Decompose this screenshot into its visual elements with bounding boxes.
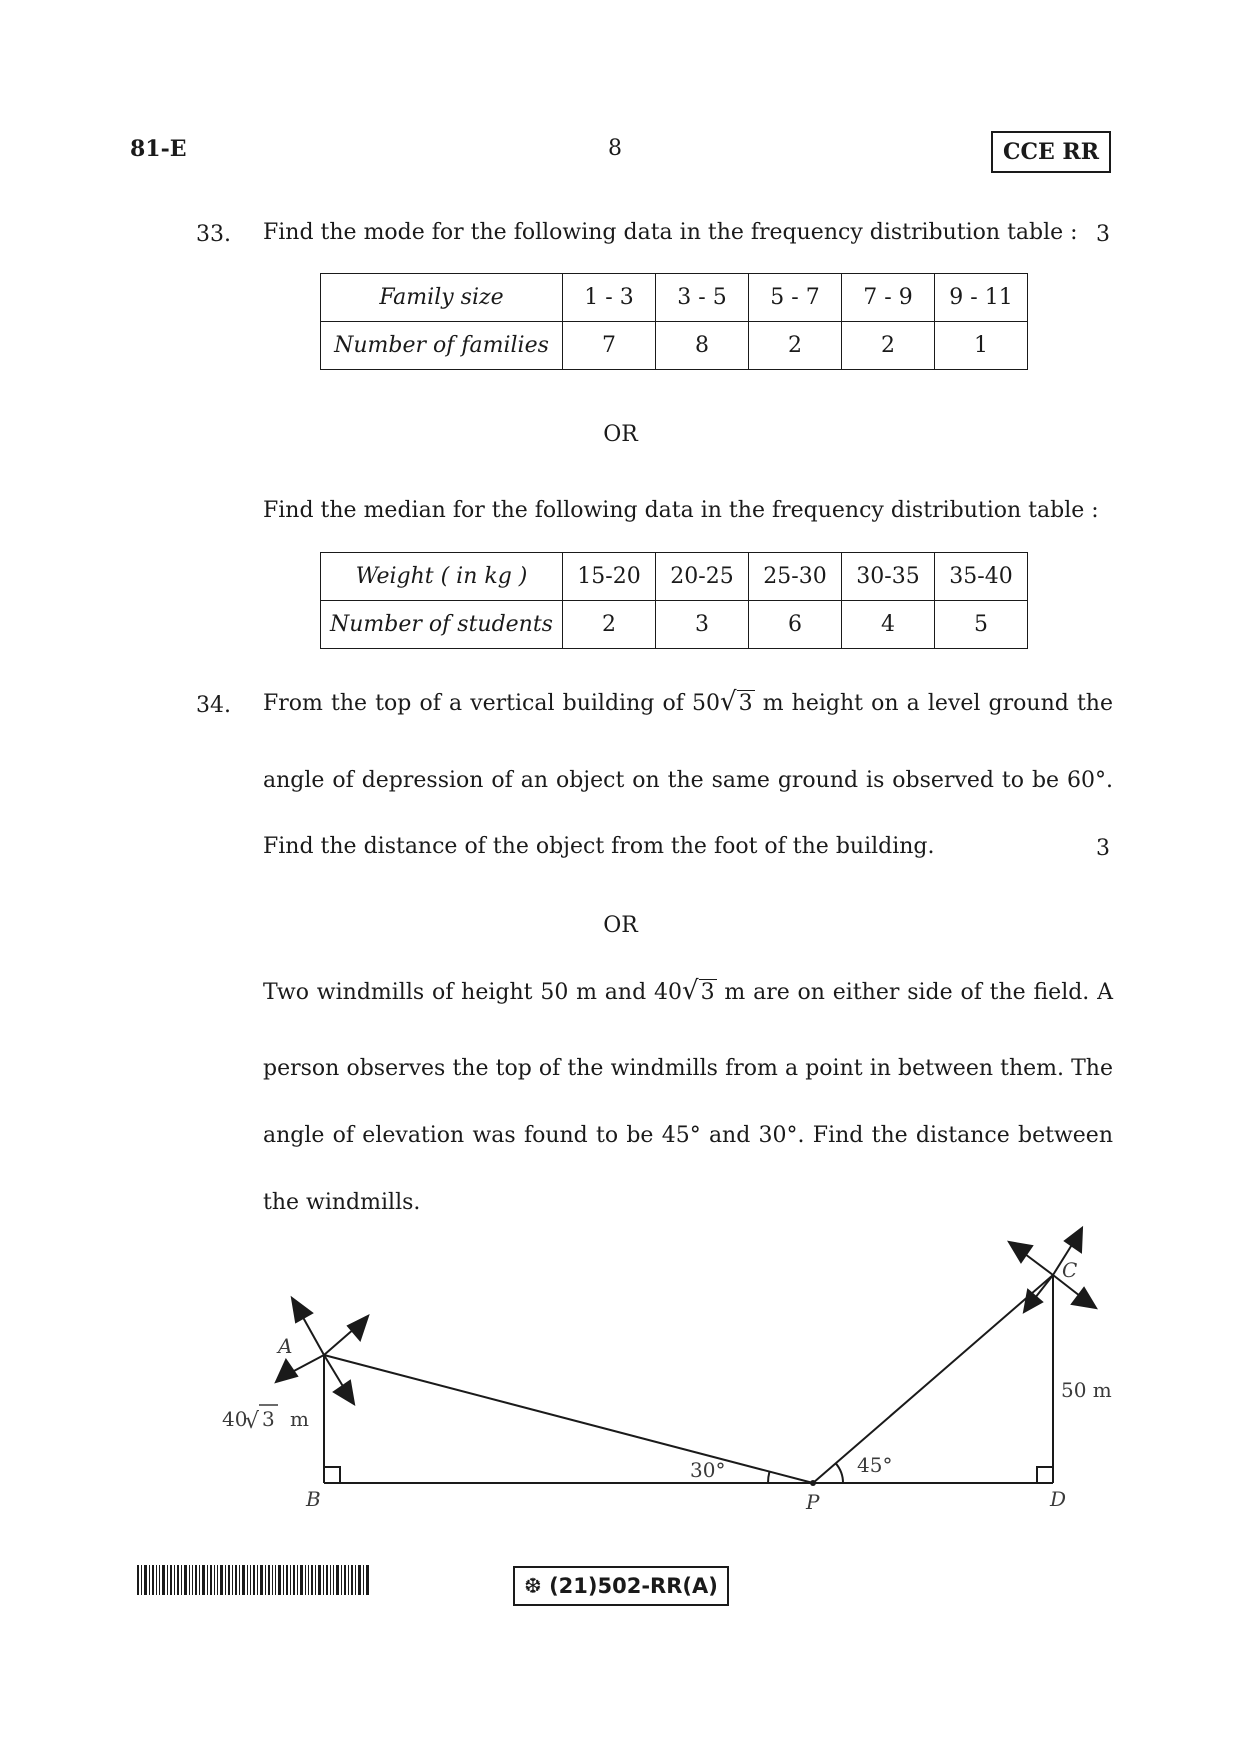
table-cell: 7 - 9 (842, 274, 935, 322)
label-point-d: D (1050, 1487, 1067, 1511)
label-point-a: A (278, 1334, 293, 1358)
question-33-text: Find the mode for the following data in the frequency distribution table : (263, 220, 1078, 245)
table-header-cell: Family size (321, 274, 563, 322)
blade-arrow-icon (292, 1298, 312, 1322)
label-point-b: B (306, 1487, 321, 1511)
question-34-number: 34. (196, 693, 231, 718)
table-cell: 1 - 3 (563, 274, 656, 322)
table-header-cell: Weight ( in kg ) (321, 553, 563, 601)
table-cell: 8 (656, 322, 749, 370)
label-angle-45: 45° (857, 1453, 893, 1477)
table-header-cell: Number of families (321, 322, 563, 370)
root-coefficient: 40 (654, 980, 682, 1005)
blade-line (292, 1355, 324, 1372)
blade-arrow-icon (1065, 1228, 1082, 1252)
question-34-alt-line-1-end: m are on either side of the field. A (724, 980, 1114, 1005)
table-cell: 35-40 (935, 553, 1028, 601)
right-angle-mark-b (324, 1467, 340, 1483)
question-34-line-1-start: From the top of a vertical building of (263, 691, 684, 716)
label-left-height-radicand: 3 (262, 1407, 275, 1431)
blade-arrow-icon (334, 1381, 354, 1404)
blade-line (1025, 1254, 1053, 1275)
question-34-alt-line-2: person observes the top of the windmills from a point in between them. The (263, 1056, 1113, 1081)
table-cell: 20-25 (656, 553, 749, 601)
question-33-alt-text: Find the median for the following data in the frequency distribution table : (263, 498, 1099, 523)
blade-arrow-icon (276, 1360, 297, 1382)
label-right-height: 50 m (1061, 1378, 1112, 1402)
question-34-marks: 3 (1096, 836, 1110, 861)
point-p-dot (810, 1480, 816, 1486)
table-cell: 6 (749, 601, 842, 649)
table-header-cell: Number of students (321, 601, 563, 649)
angle-arc-30 (768, 1472, 770, 1484)
question-34-line-1-end: m height on a level ground the (762, 691, 1113, 716)
page-number: 8 (608, 136, 622, 161)
or-separator: OR (603, 913, 638, 938)
question-33-number: 33. (196, 222, 231, 247)
sight-line-to-c (813, 1275, 1053, 1483)
or-separator: OR (603, 422, 638, 447)
table-cell: 3 - 5 (656, 274, 749, 322)
table-cell: 15-20 (563, 553, 656, 601)
table-cell: 7 (563, 322, 656, 370)
table-cell: 4 (842, 601, 935, 649)
sqrt-sign-icon: √ (682, 976, 699, 1006)
label-left-height-unit: m (290, 1407, 309, 1431)
table-cell: 3 (656, 601, 749, 649)
footer-code-box: ❆ (21)502-RR(A) (513, 1566, 729, 1606)
right-angle-mark-d (1037, 1467, 1053, 1483)
blade-arrow-icon (348, 1316, 368, 1340)
label-left-height-coef: 40 (222, 1407, 248, 1431)
blade-arrow-icon (1009, 1242, 1032, 1262)
label-point-c: C (1062, 1258, 1078, 1282)
table-cell: 1 (935, 322, 1028, 370)
table-cell: 30-35 (842, 553, 935, 601)
sqrt-sign-icon: √ (719, 687, 737, 717)
table-cell: 2 (842, 322, 935, 370)
blade-arrow-icon (1072, 1288, 1096, 1308)
label-left-height-sqrt-icon: √ (245, 1409, 260, 1434)
question-34-alt-line-1-start: Two windmills of height 50 m and (263, 980, 647, 1005)
question-34-alt-line-4: the windmills. (263, 1190, 421, 1215)
root-radicand: 3 (700, 980, 715, 1005)
table-cell: 5 (935, 601, 1028, 649)
blade-line (1035, 1275, 1053, 1298)
table-cell: 25-30 (749, 553, 842, 601)
question-34-line-3: Find the distance of the object from the foot of the building. (263, 834, 935, 859)
paper-code: 81-E (130, 136, 187, 162)
table-cell: 9 - 11 (935, 274, 1028, 322)
label-point-p: P (806, 1490, 820, 1514)
angle-arc-45 (836, 1463, 843, 1483)
question-34-line-2: angle of depression of an object on the same ground is observed to be 60°. (263, 768, 1113, 793)
question-33-marks: 3 (1096, 222, 1110, 247)
blade-line (324, 1328, 355, 1355)
label-angle-30: 30° (690, 1458, 726, 1482)
root-coefficient: 50 (691, 691, 720, 716)
table-cell: 5 - 7 (749, 274, 842, 322)
table-cell: 2 (749, 322, 842, 370)
sight-line-to-a (324, 1355, 813, 1483)
series-box: CCE RR (991, 131, 1111, 173)
question-34-alt-line-3: angle of elevation was found to be 45° and 30°. Find the distance between (263, 1123, 1113, 1148)
root-radicand: 3 (738, 691, 753, 716)
table-cell: 2 (563, 601, 656, 649)
barcode (137, 1565, 369, 1595)
